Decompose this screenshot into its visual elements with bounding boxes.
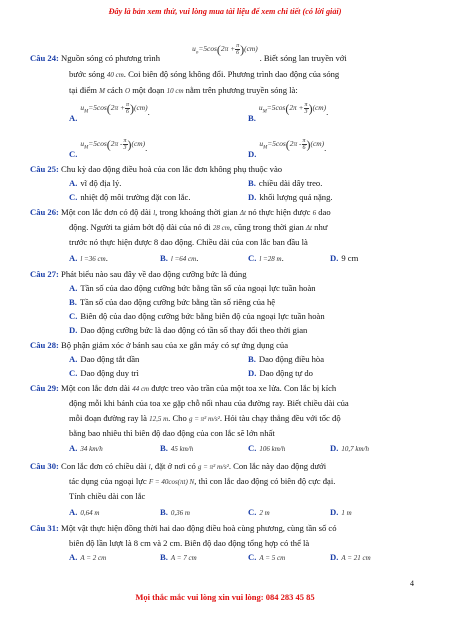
q30-option-d[interactable]: D. 1 m xyxy=(330,507,352,517)
q25-option-d[interactable]: D. khối lượng quả nặng. xyxy=(248,192,333,202)
q25-option-a[interactable]: A. vĩ độ địa lý. xyxy=(69,178,122,188)
q29-option-d[interactable]: D. 10,7 km/h xyxy=(330,443,369,453)
q28-question: Câu 28: Bộ phận giảm xóc ở bánh sau của xe gắn máy có sự ứng dụng của xyxy=(30,340,289,350)
wavelength-value: 40 cm xyxy=(106,71,124,79)
q29-option-a[interactable]: A. 34 km/h xyxy=(69,443,103,453)
q27-option-c[interactable]: C. Biên độ của dao động cưỡng bức bằng biên độ của ngoại lực tuần hoàn xyxy=(69,311,325,321)
q24-number: Câu 24: xyxy=(30,53,59,63)
q29-option-b[interactable]: B. 45 km/h xyxy=(160,443,194,453)
q31-option-a[interactable]: A. A = 2 cm xyxy=(69,552,107,562)
page-footer: Mọi thắc mắc vui lòng xin vui lòng: 084 283 45 85 xyxy=(135,592,315,602)
q24-line1 xyxy=(30,42,347,69)
q24-text: Nguồn sóng có phương trình xyxy=(61,53,161,63)
q30-line2: tác dụng của ngoại lực F = 40cos(πt) N, thì con lắc dao động có biên độ cực đại. xyxy=(69,476,336,486)
q30-option-c[interactable]: C. 2 m xyxy=(248,507,270,517)
q26-line3: trước nó thực hiện được 8 dao động. Chiều dài của con lắc ban đầu là xyxy=(69,237,308,247)
page-number: 4 xyxy=(410,579,414,588)
q29-line3: mỗi đoạn đường ray là 12,5 m. Cho g = π² m/s². Hỏi tàu chạy thẳng đều với tốc độ xyxy=(69,413,341,423)
q28-option-d[interactable]: D. Dao động tự do xyxy=(248,368,313,378)
q30-line1: Câu 30: Con lắc đơn có chiều dài l, đặt ở nơi có g = π² m/s². Con lắc này dao động dưới xyxy=(30,461,327,471)
q28-option-a[interactable]: A. Dao động tắt dần xyxy=(69,354,140,364)
page-header: Đây là bản xem thử, vui lòng mua tài liệu để xem chi tiết (có lời giải) xyxy=(108,7,342,16)
q30-option-b[interactable]: B. 0,36 m xyxy=(160,507,190,517)
q30-line3: Tính chiều dài con lắc xyxy=(69,491,146,501)
q30-option-a[interactable]: A. 0,64 m xyxy=(69,507,100,517)
q26-option-d[interactable]: D. 9 cm xyxy=(330,253,359,263)
q27-question: Câu 27: Phát biểu nào sau đây về dao động cưỡng bức là đúng xyxy=(30,269,247,279)
q29-line2: động mỗi khi bánh của toa xe gặp chỗ nối nhau của đường ray. Biết chiều dài của xyxy=(69,398,349,408)
q24-option-d[interactable]: $D.u_M=5\cos(2\pi$ - $\frac{\pi}{6}$ )(cm). xyxy=(248,137,327,159)
q25-option-b[interactable]: B. chiều dài dây treo. xyxy=(248,178,323,188)
q25-question: Câu 25: Chu kỳ dao động điều hoà của con lắc đơn không phụ thuộc vào xyxy=(30,164,283,174)
q24-option-b[interactable]: $B.u_M=5\cos(2\pi$ + $\frac{\pi}{3}$ )(cm). xyxy=(248,101,329,123)
q24-option-c[interactable]: $C.u_M=5\cos(2\pi$ - $\frac{\pi}{3}$ )(cm). xyxy=(69,137,148,159)
q24-text-cont: . Biết sóng lan truyền với xyxy=(259,53,347,63)
q26-option-b[interactable]: B. l =64 cm. xyxy=(160,253,199,263)
q29-option-c[interactable]: C. 106 km/h xyxy=(248,443,286,453)
q27-option-b[interactable]: B. Tần số của dao động cưỡng bức bằng tần số riêng của hệ xyxy=(69,297,276,307)
q24-line2: bước sóng 40 cm. Coi biên độ sóng không đổi. Phương trình dao động của sóng xyxy=(69,69,340,79)
q27-option-d[interactable]: D. Dao động cưỡng bức là dao động có tần số thay đổi theo thời gian xyxy=(69,325,308,335)
q31-option-b[interactable]: B. A = 7 cm xyxy=(160,552,197,562)
q25-option-c[interactable]: C. nhiệt độ môi trường đặt con lắc. xyxy=(69,192,191,202)
q31-line1: Câu 31: Một vật thực hiện đồng thời hai dao động điều hoà cùng phương, cùng tần số có xyxy=(30,523,337,533)
q26-option-a[interactable]: A. l =36 cm. xyxy=(69,253,108,263)
q26-option-c[interactable]: C. l =28 m. xyxy=(248,253,284,263)
q28-option-c[interactable]: C. Dao động duy trì xyxy=(69,368,139,378)
q26-line2: động. Người ta giảm bớt độ dài của nó đi 28 cm, cũng trong thời gian Δt như xyxy=(69,222,328,232)
q29-line4: bằng bao nhiêu thì biên độ dao động của con lắc sẽ lớn nhất xyxy=(69,428,275,438)
q31-option-c[interactable]: C. A = 5 cm xyxy=(248,552,286,562)
q31-line2: biên độ lần lượt là 8 cm và 2 cm. Biên độ dao động tổng hợp có thể là xyxy=(69,538,310,548)
q29-line1: Câu 29: Một con lắc đơn dài 44 cm được treo vào trần của một toa xe lửa. Con lắc bị kích xyxy=(30,383,337,393)
q24-source-equation: $u_o=5\cos(2\pi$ + $\frac{\pi}{6}$ )(cm) xyxy=(192,42,258,57)
q24-line3: tại điểm M cách O một đoạn 10 cm nằm trên phương truyền sóng là: xyxy=(69,85,298,95)
q27-option-a[interactable]: A. Tần số của dao động cưỡng bức bằng tần số của ngoại lực tuần hoàn xyxy=(69,283,316,293)
q28-option-b[interactable]: B. Dao động điều hòa xyxy=(248,354,325,364)
q26-line1: Câu 26: Một con lắc đơn có độ dài l, trong khoảng thời gian Δt nó thực hiện được 6 dao xyxy=(30,207,331,217)
q24-option-a[interactable]: $A.u_M=5\cos(2\pi$ + $\frac{\pi}{6}$ )(cm). xyxy=(69,101,150,123)
q31-option-d[interactable]: D. A = 21 cm xyxy=(330,552,371,562)
